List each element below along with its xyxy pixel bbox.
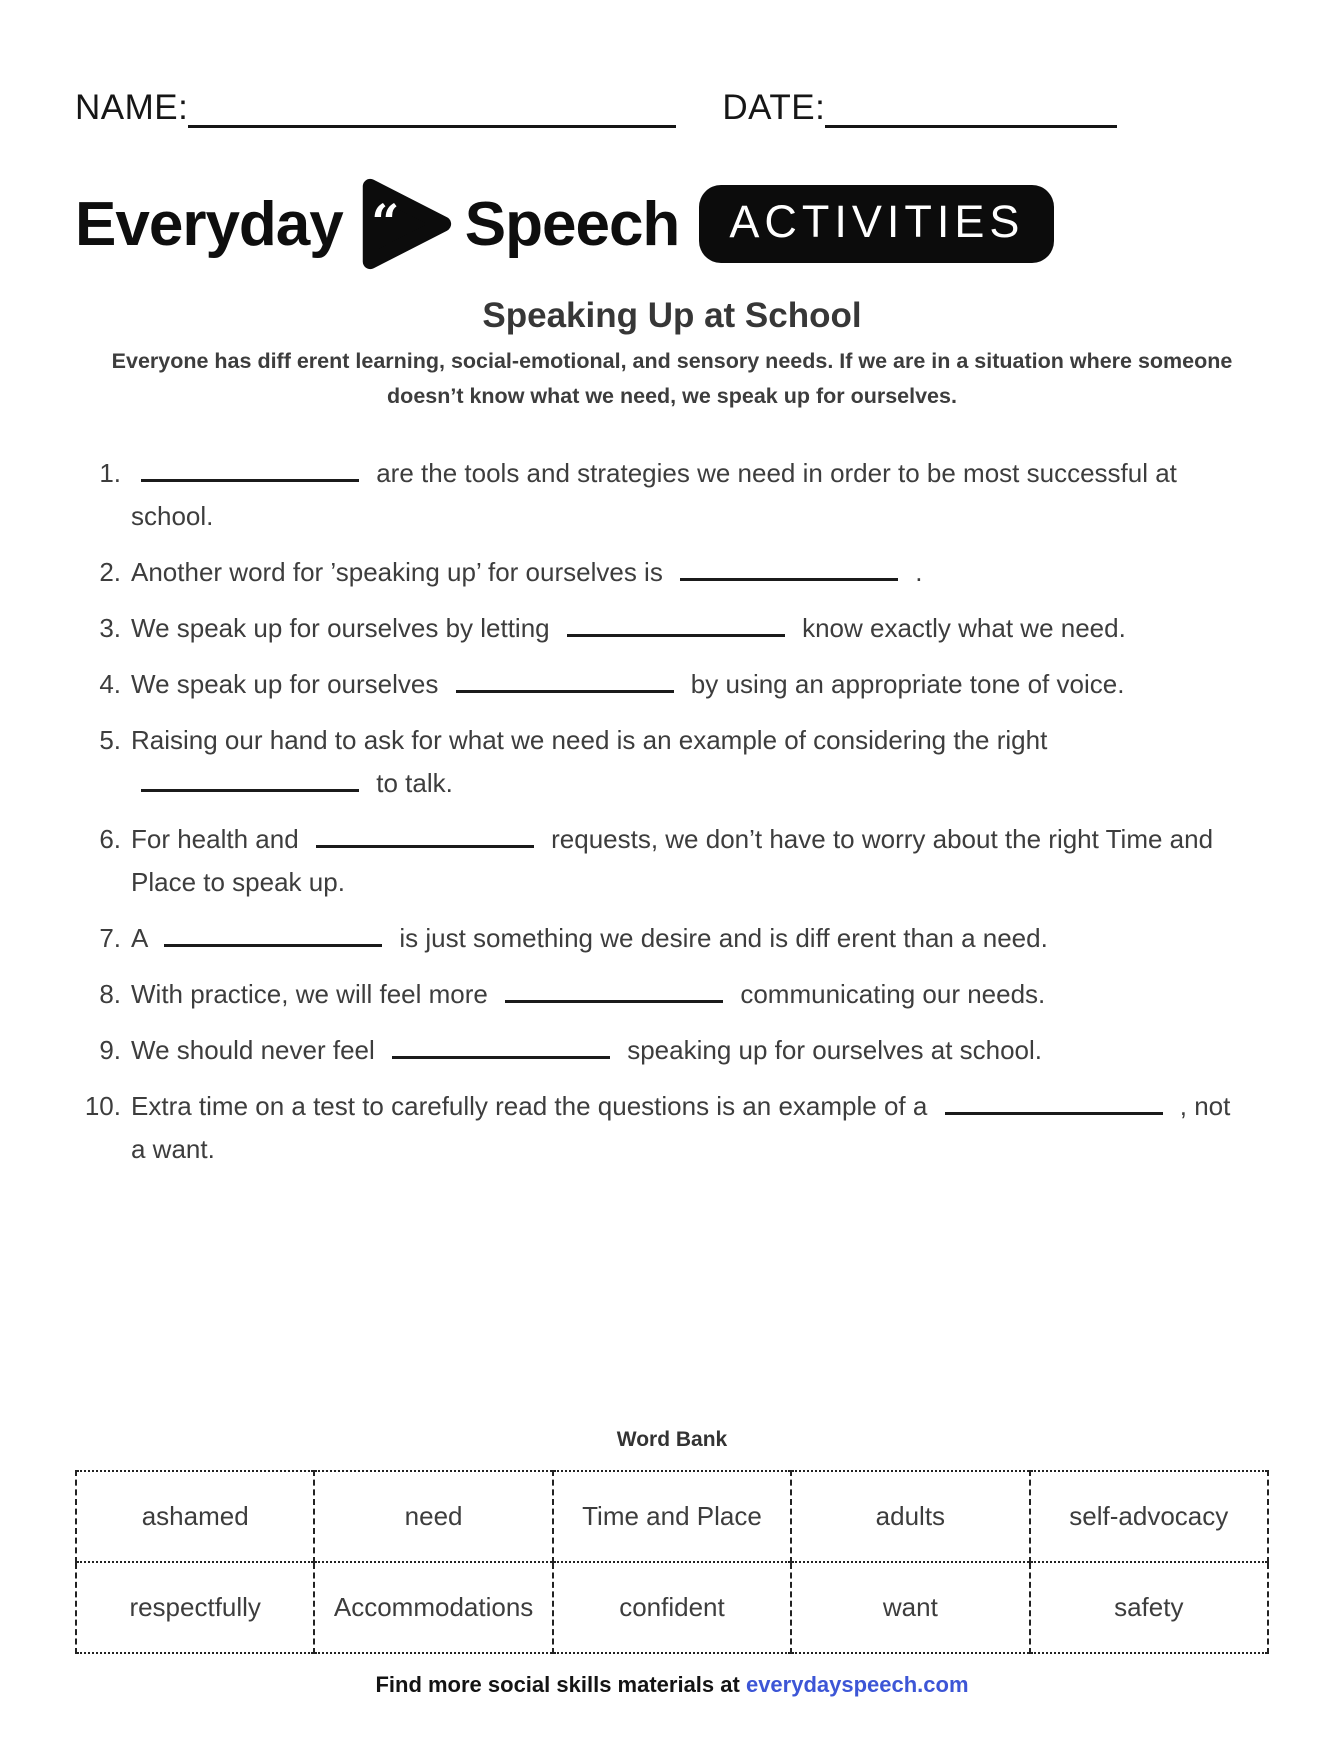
word-bank-cell: safety [1030, 1562, 1268, 1653]
answer-blank[interactable] [567, 607, 785, 637]
name-input-line[interactable] [188, 86, 676, 128]
question-number: 8. [99, 979, 121, 1009]
activities-badge: ACTIVITIES [699, 185, 1054, 263]
question-number: 3. [99, 613, 121, 643]
question-item [75, 607, 1269, 650]
question-number: 1. [99, 458, 121, 488]
answer-blank[interactable] [505, 973, 723, 1003]
question-number: 9. [99, 1035, 121, 1065]
question-number: 5. [99, 725, 121, 755]
questions-list [75, 452, 1269, 1171]
logo-word-everyday: Everyday [75, 189, 343, 259]
answer-blank[interactable] [945, 1085, 1163, 1115]
word-bank-cell: need [314, 1471, 552, 1562]
question-text: Extra time on a test to carefully read the questions is an example of a , not a want. [131, 1085, 1269, 1171]
everydayspeech-link[interactable]: everydayspeech.com [745, 1672, 969, 1697]
play-quotes-icon [359, 174, 453, 274]
question-item [75, 1085, 1269, 1171]
question-text: are the tools and strategies we need in order to be most successful at school. [131, 452, 1269, 538]
question-item [75, 551, 1269, 594]
word-bank-cell: respectfully [76, 1562, 314, 1653]
question-text: Raising our hand to ask for what we need is an example of considering the right to talk. [131, 725, 1048, 798]
question-number: 7. [99, 923, 121, 953]
name-date-header [75, 86, 1269, 128]
word-bank-cell: Accommodations [314, 1562, 552, 1653]
word-bank-table [75, 1470, 1269, 1654]
answer-blank[interactable] [164, 917, 382, 947]
word-bank-cell: Time and Place [553, 1471, 791, 1562]
word-bank-cell: ashamed [76, 1471, 314, 1562]
word-bank-row [76, 1562, 1268, 1653]
double-quote-glyph: “ [370, 193, 400, 252]
question-text: With practice, we will feel more communicating our needs. [131, 973, 1269, 1016]
everyday-speech-logo [75, 174, 1269, 274]
word-bank-cell: self-advocacy [1030, 1471, 1268, 1562]
answer-blank[interactable] [316, 818, 534, 848]
worksheet-intro [75, 344, 1269, 414]
date-input-line[interactable] [825, 86, 1117, 128]
worksheet-title: Speaking Up at School [482, 296, 862, 335]
question-item [75, 452, 1269, 538]
name-label: NAME: [75, 88, 189, 127]
intro-line-2: doesn’t know what we need, we speak up for ourselves. [387, 384, 957, 408]
word-bank-cell: want [791, 1562, 1029, 1653]
question-item [75, 917, 1269, 960]
word-bank-title: Word Bank [616, 1428, 728, 1451]
answer-blank[interactable] [680, 551, 898, 581]
question-text: A is just something we desire and is diff erent than a need. [131, 917, 1269, 960]
question-item [75, 719, 1269, 805]
question-number: 6. [99, 824, 121, 854]
question-text: We should never feel speaking up for ourselves at school. [131, 1029, 1269, 1072]
question-text: For health and requests, we don’t have to worry about the right Time and Place to speak up. [131, 818, 1269, 904]
answer-blank[interactable] [456, 663, 674, 693]
question-item [75, 1029, 1269, 1072]
footer [0, 1672, 1344, 1698]
answer-blank[interactable] [141, 762, 359, 792]
word-bank-cell: confident [553, 1562, 791, 1653]
question-text: Another word for ’speaking up’ for ourselves is . [131, 551, 1269, 594]
intro-line-1: Everyone has diff erent learning, social-emotional, and sensory needs. If we are in a situation where someone [111, 349, 1233, 373]
question-item [75, 663, 1269, 706]
question-number: 2. [99, 557, 121, 587]
word-bank-cell: adults [791, 1471, 1029, 1562]
question-item [75, 818, 1269, 904]
question-text: We speak up for ourselves by using an appropriate tone of voice. [131, 663, 1269, 706]
date-label: DATE: [722, 88, 826, 127]
answer-blank[interactable] [392, 1029, 610, 1059]
question-item [75, 973, 1269, 1016]
logo-word-speech: Speech [464, 189, 680, 259]
question-number: 10. [84, 1091, 121, 1121]
answer-blank[interactable] [141, 452, 359, 482]
footer-text: Find more social skills materials at [375, 1672, 746, 1697]
word-bank-row [76, 1471, 1268, 1562]
question-number: 4. [99, 669, 121, 699]
word-bank-body [76, 1471, 1268, 1653]
question-text: We speak up for ourselves by letting know exactly what we need. [131, 607, 1269, 650]
